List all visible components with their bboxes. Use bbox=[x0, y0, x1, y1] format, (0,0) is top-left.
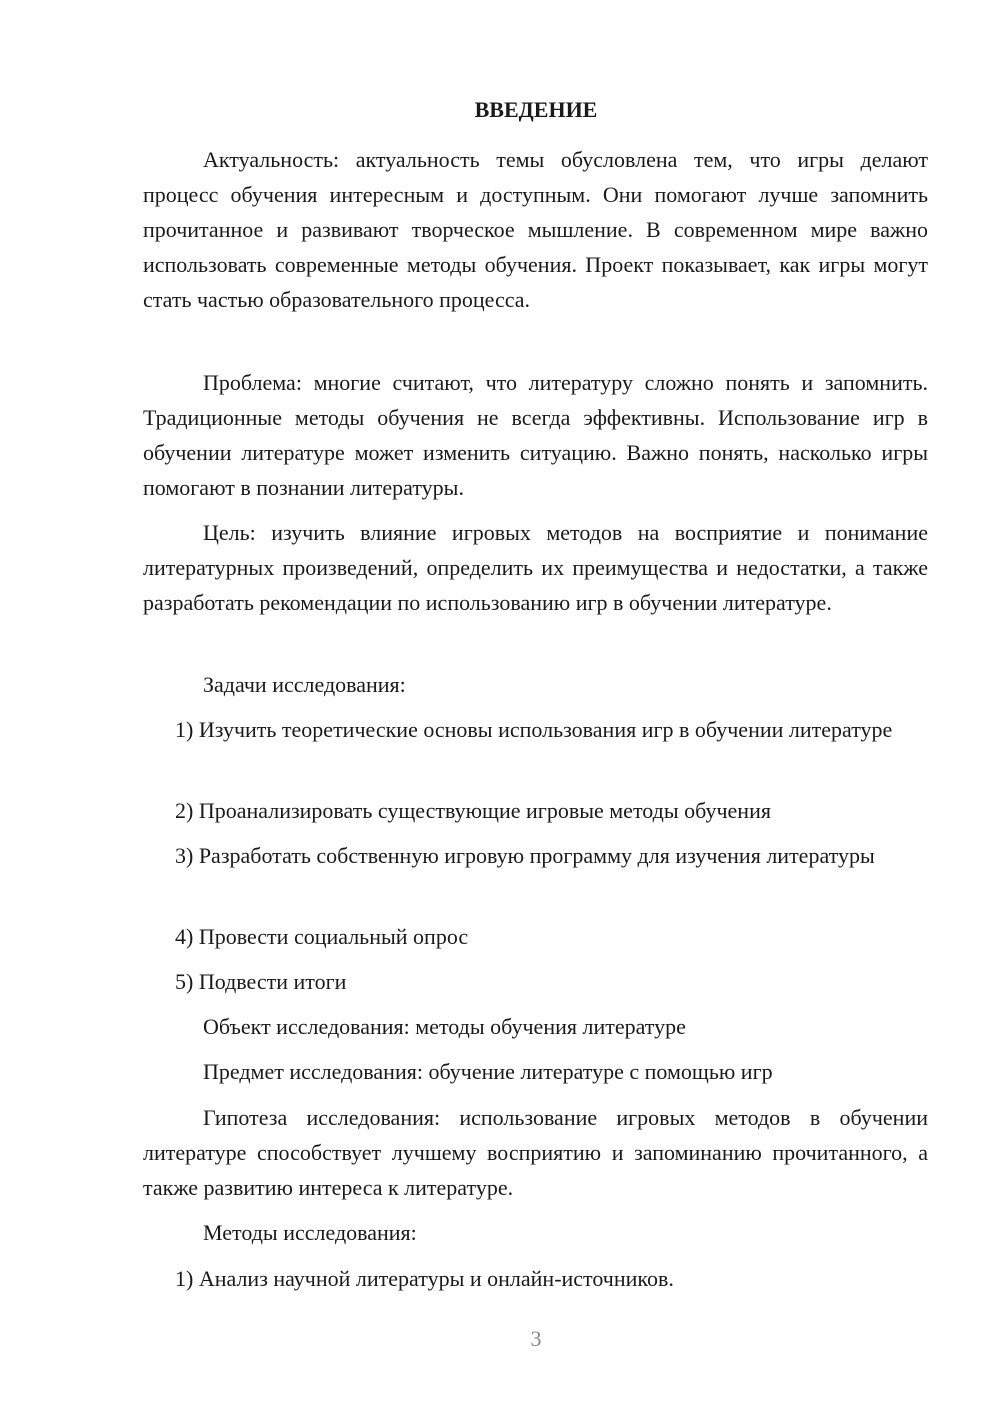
task-item-3: 3) Разработать собственную игровую программу для изучения литературы bbox=[175, 843, 875, 868]
relevance-paragraph: Актуальность: актуальность темы обусловлена тем, что игры делают процесс обучения интересным и доступным. Они помогают лучше запомнить прочитанное и развивают творческое мышление. В современном мире важно использовать современные методы обучения. Проект показывает, как игры могут стать частью образовательного процесса. bbox=[143, 147, 928, 312]
methods-heading: Методы исследования: bbox=[203, 1220, 417, 1245]
object-paragraph: Объект исследования: методы обучения литературе bbox=[203, 1014, 686, 1039]
page-number: 3 bbox=[530, 1326, 542, 1351]
subject-paragraph: Предмет исследования: обучение литературе с помощью игр bbox=[203, 1059, 773, 1084]
tasks-heading: Задачи исследования: bbox=[203, 672, 406, 697]
task-item-5: 5) Подвести итоги bbox=[175, 969, 347, 994]
hypothesis-paragraph: Гипотеза исследования: использование игровых методов в обучении литературе способствует лучшему восприятию и запоминанию прочитанного, а также развитию интереса к литературе. bbox=[143, 1105, 928, 1200]
task-item-4: 4) Провести социальный опрос bbox=[175, 924, 469, 949]
goal-paragraph: Цель: изучить влияние игровых методов на восприятие и понимание литературных произведений, определить их преимущества и недостатки, а также разработать рекомендации по использованию игр в обучении литературе. bbox=[143, 520, 928, 615]
task-item-2: 2) Проанализировать существующие игровые методы обучения bbox=[175, 798, 771, 823]
method-item-1: 1) Анализ научной литературы и онлайн-источников. bbox=[175, 1266, 674, 1291]
problem-paragraph: Проблема: многие считают, что литературу сложно понять и запомнить. Традиционные методы обучения не всегда эффективны. Использование игр в обучении литературе может изменить ситуацию. Важно понять, насколько игры помогают в познании литературы. bbox=[143, 370, 928, 500]
task-item-1: 1) Изучить теоретические основы использования игр в обучении литературе bbox=[175, 717, 893, 742]
section-title: ВВЕДЕНИЕ bbox=[474, 97, 598, 122]
